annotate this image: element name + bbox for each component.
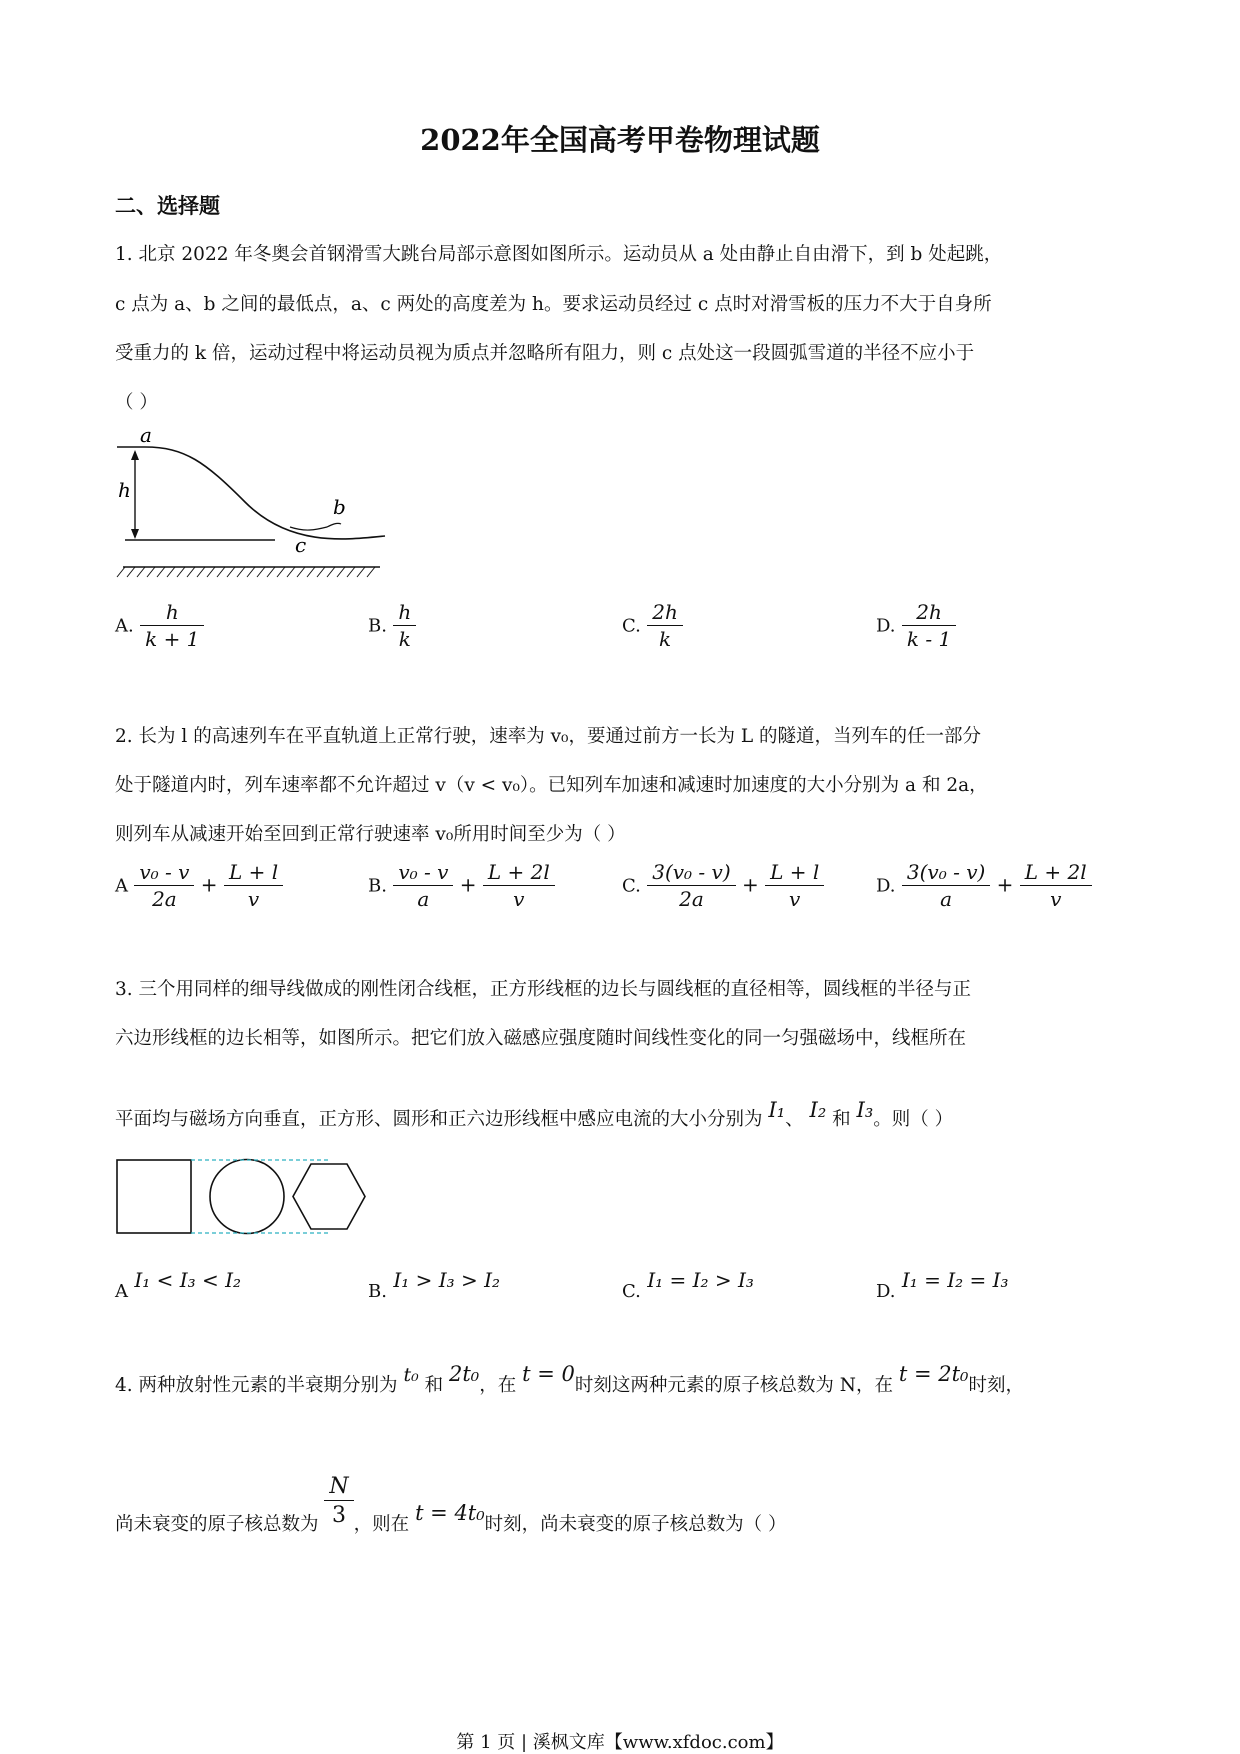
q2-line-3: 则列车从减速开始至回到正常行驶速率 v₀所用时间至少为（ ） — [115, 824, 626, 845]
label-a: a — [140, 423, 152, 447]
section-heading: 二、选择题 — [115, 193, 220, 218]
q1-line-3: 受重力的 k 倍，运动过程中将运动员视为质点并忽略所有阻力，则 c 点处这一段圆弧雪道的半径不应小于 — [115, 343, 975, 364]
label-c: c — [295, 533, 307, 557]
page-footer: 第 1 页 | 溪枫文库【www.xfdoc.com】 — [456, 1732, 784, 1753]
q3-option-c[interactable]: C. I₁ = I₂ > I₃ — [622, 1268, 754, 1302]
label-h: h — [118, 478, 131, 502]
page-title: 2022年全国高考甲卷物理试题 — [420, 123, 820, 157]
wire-frames-figure — [115, 1150, 375, 1240]
q4-line-1: 4. 两种放射性元素的半衰期分别为 t₀ 和 2t₀，在 t = 0时刻这两种元素的原子核总数为 N，在 t = 2t₀时刻， — [115, 1362, 1024, 1396]
q2-line-1: 2. 长为 l 的高速列车在平直轨道上正常行驶，速率为 v₀，要通过前方一长为 L 的隧道，当列车的任一部分 — [115, 726, 982, 747]
q2-option-a[interactable]: A $\frac{\text{v₀ - v}}{2a}$ + $\frac{L + l}{v}$ — [115, 862, 283, 910]
q3-line-2: 六边形线框的边长相等，如图所示。把它们放入磁感应强度随时间线性变化的同一匀强磁场中，线框所在 — [115, 1028, 967, 1049]
q1-option-b[interactable]: B. $\frac{h}{k}$ — [368, 602, 416, 650]
q2-option-d[interactable]: D. $\frac{\text{3(v₀ - v)}}{a}$ + $\frac{L + 2l}{v}$ — [876, 862, 1092, 910]
q2-option-b[interactable]: B. $\frac{\text{v₀ - v}}{a}$ + $\frac{L + 2l}{v}$ — [368, 862, 555, 910]
q1-option-c[interactable]: C. $\frac{2h}{k}$ — [622, 602, 683, 650]
q3-option-b[interactable]: B. I₁ > I₃ > I₂ — [368, 1268, 501, 1302]
q3-option-a[interactable]: A I₁ < I₃ < I₂ — [115, 1268, 242, 1302]
q4-line-2: 尚未衰变的原子核总数为 $\frac{N}{3}$ ，则在 t = 4t₀时刻，尚未衰变的原子核总数为（ ） — [115, 1474, 787, 1536]
q1-option-a[interactable]: A. $\frac{h}{k + 1}$ — [115, 602, 204, 650]
hexagon-frame — [293, 1164, 365, 1229]
circle-frame — [210, 1160, 284, 1234]
label-b: b — [333, 495, 346, 519]
q2-line-2: 处于隧道内时，列车速率都不允许超过 v（v < v₀）。已知列车加速和减速时加速度的大小分别为 a 和 2a， — [115, 775, 988, 796]
q1-line-2: c 点为 a、b 之间的最低点，a、c 两处的高度差为 h。要求运动员经过 c 点时对滑雪板的压力不大于自身所 — [115, 294, 992, 315]
q3-option-d[interactable]: D. I₁ = I₂ = I₃ — [876, 1268, 1009, 1302]
ski-slope-figure — [115, 422, 395, 582]
q3-line-1: 3. 三个用同样的细导线做成的刚性闭合线框，正方形线框的边长与圆线框的直径相等，圆线框的半径与正 — [115, 979, 972, 1000]
q1-answer-bracket: （ ） — [115, 392, 158, 413]
q2-option-c[interactable]: C. $\frac{\text{3(v₀ - v)}}{2a}$ + $\frac{L + l}{v}$ — [622, 862, 824, 910]
q1-option-d[interactable]: D. $\frac{2h}{k - 1}$ — [876, 602, 956, 650]
q3-line-3: 平面均与磁场方向垂直，正方形、圆形和正六边形线框中感应电流的大小分别为 I₁、 I₂ 和 I₃。则（ ） — [115, 1098, 954, 1130]
square-frame — [117, 1160, 191, 1233]
q1-line-1: 1. 北京 2022 年冬奥会首钢滑雪大跳台局部示意图如图所示。运动员从 a 处由静止自由滑下，到 b 处起跳， — [115, 244, 1003, 265]
